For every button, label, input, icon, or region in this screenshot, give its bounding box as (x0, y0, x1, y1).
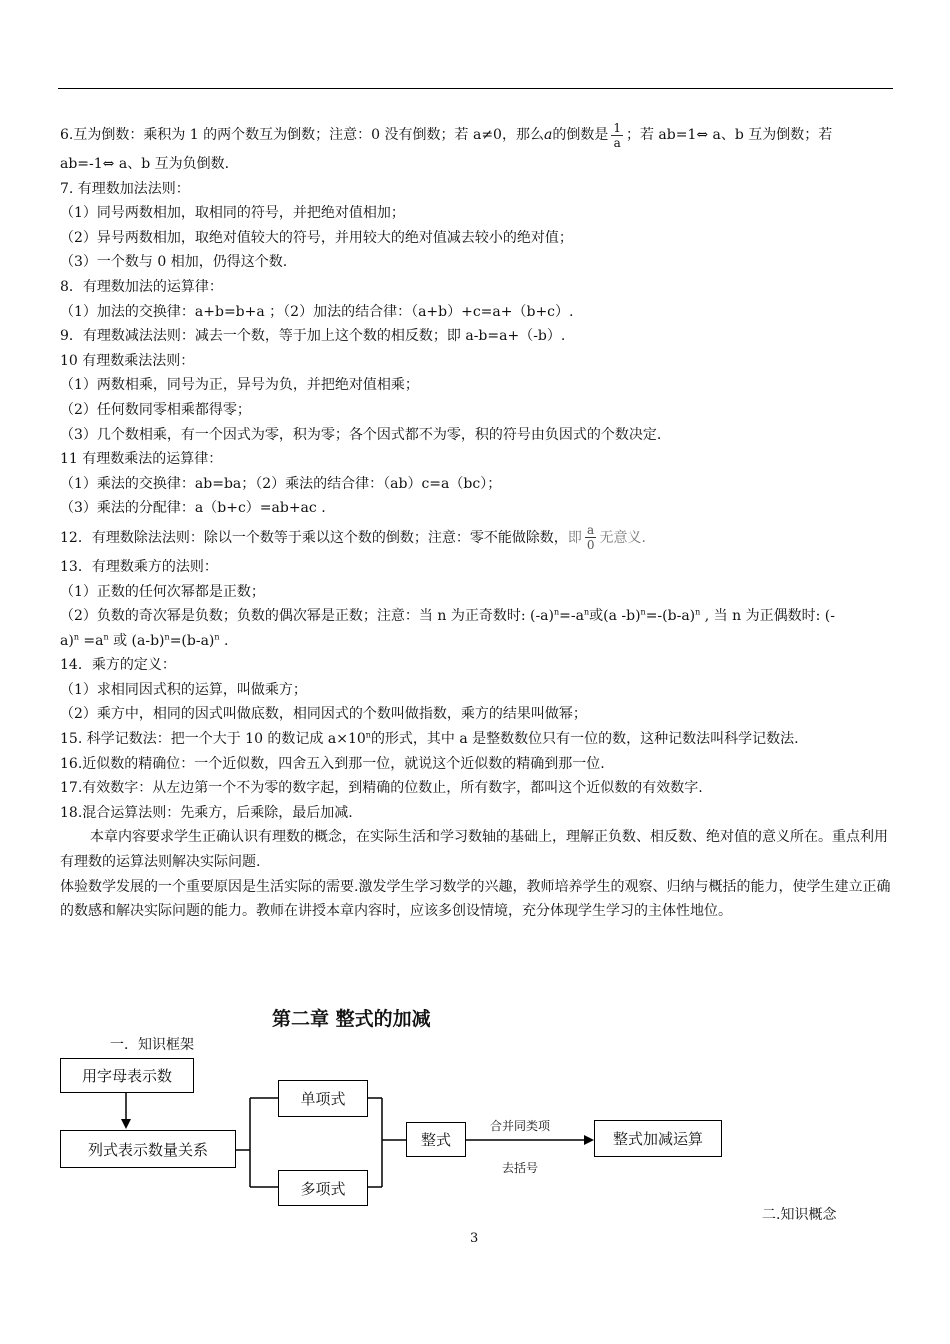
box-polynomial: 多项式 (278, 1170, 368, 1206)
item-14-heading: 14．乘方的定义： (60, 657, 176, 674)
label-combine-like-terms: 合并同类项 (490, 1119, 551, 1133)
box-express-quantity-relations: 列式表示数量关系 (60, 1130, 236, 1168)
item-11-heading: 11 有理数乘法的运算律： (60, 451, 223, 468)
summary-paragraph-1: 本章内容要求学生正确认识有理数的概念，在实际生活和学习数轴的基础上，理解正负数、相反数、绝对值的意义所在。重点利用有理数的运算法则解决实际问题. (60, 829, 888, 871)
box-monomial: 单项式 (278, 1080, 368, 1117)
item-9: 9．有理数减法法则：减去一个数，等于加上这个数的相反数；即 a-b=a+（-b）. (60, 328, 566, 345)
item-10-rule-3: （3）几个数相乘，有一个因式为零，积为零；各个因式都不为零，积的符号由负因式的个数决定. (60, 426, 662, 443)
item-6-line-2: ab=-1⇔ a、b 互为负倒数. (60, 156, 230, 172)
item-7-rule-2: （2）异号两数相加，取绝对值较大的符号，并用较大的绝对值减去较小的绝对值； (60, 229, 573, 246)
item-10-heading: 10 有理数乘法法则： (60, 352, 195, 369)
item-14-rule-1: （1）求相同因式积的运算，叫做乘方； (60, 681, 307, 698)
item-13-rule-2-cont: $a)^n =a^n$ 或 $(a-b)^n=(b-a)^n$ . (60, 632, 229, 649)
item-15: 15. 科学记数法：把一个大于 10 的数记成 $a\times 10^n$的形式，其中 a 是整数数位只有一位的数，这种记数法叫科学记数法. (60, 730, 799, 748)
item-14-rule-2: （2）乘方中，相同的因式叫做底数，相同因式的个数叫做指数，乘方的结果叫做幂； (60, 706, 587, 723)
item-12: 12．有理数除法法则：除以一个数等于乘以这个数的倒数；注意：零不能做除数，即 $\frac{a}{0}$ 无意义. (60, 523, 646, 553)
item-10-rule-1: （1）两数相乘，同号为正，异号为负，并把绝对值相乘； (60, 377, 419, 394)
item-13-rule-2: （2）负数的奇次幂是负数；负数的偶次幂是正数；注意：当 n 为正奇数时: $(-a)^n=-a^n$或(a $-b)^n=-(b-a)^n$ , 当 n 为正偶数时: (- (60, 607, 835, 625)
summary-paragraph-2: 体验数学发展的一个重要原因是生活实际的需要.激发学生学习数学的兴趣，教师培养学生的观察、归纳与概括的能力，使学生建立正确的数感和解决实际问题的能力。教师在讲授本章内容时，应该多创设情境，充分体现学生学习的主体性地位。 (60, 878, 891, 920)
box-integral-add-subtract: 整式加减运算 (594, 1120, 722, 1157)
item-10-rule-2: （2）任何数同零相乘都得零； (60, 401, 251, 418)
box-integral-expression: 整式 (406, 1122, 466, 1157)
item-18: 18.混合运算法则：先乘方，后乘除，最后加减. (60, 804, 353, 821)
item-8-rule-1: （1）加法的交换律：a+b=b+a ；（2）加法的结合律：（a+b）+c=a+（b+c）. (60, 303, 574, 320)
item-11-rule-2: （3）乘法的分配律：a（b+c）=ab+ac . (60, 500, 326, 517)
item-7-heading: 7. 有理数加法法则： (60, 180, 190, 197)
fraction-1-over-a: $\frac{1}{a}$ (613, 120, 621, 150)
page-number: 3 (470, 1231, 479, 1246)
item-7-rule-1: （1）同号两数相加，取相同的符号，并把绝对值相加； (60, 205, 405, 222)
fraction-a-over-0: $\frac{a}{0}$ (586, 523, 595, 553)
item-7-rule-3: （3）一个数与 0 相加，仍得这个数. (60, 254, 288, 271)
knowledge-framework-heading: 一．知识框架 (110, 1037, 194, 1053)
item-13-heading: 13．有理数乘方的法则： (60, 558, 218, 575)
knowledge-concepts-heading: 二.知识概念 (762, 1207, 837, 1223)
item-13-rule-1: （1）正数的任何次幂都是正数； (60, 583, 265, 600)
label-remove-brackets: 去括号 (502, 1161, 539, 1175)
item-16: 16.近似数的精确位：一个近似数，四舍五入到那一位，就说这个近似数的精确到那一位. (60, 755, 605, 772)
item-6-line-1: 6.互为倒数：乘积为 1 的两个数互为倒数；注意：0 没有倒数；若 a≠0，那么a的倒数是 $\frac{1}{a}$ ；若 ab=1⇔ a、b 互为倒数；若 (60, 120, 833, 150)
item-11-rule-1: （1）乘法的交换律：ab=ba；（2）乘法的结合律：（ab）c=a（bc）； (60, 475, 502, 492)
box-letters-represent-numbers: 用字母表示数 (60, 1058, 194, 1093)
item-8-heading: 8．有理数加法的运算律： (60, 278, 223, 295)
item-17: 17.有效数字：从左边第一个不为零的数字起，到精确的位数止，所有数字，都叫这个近似数的有效数字. (60, 780, 703, 797)
chapter-title: 第二章 整式的加减 (272, 1008, 431, 1030)
